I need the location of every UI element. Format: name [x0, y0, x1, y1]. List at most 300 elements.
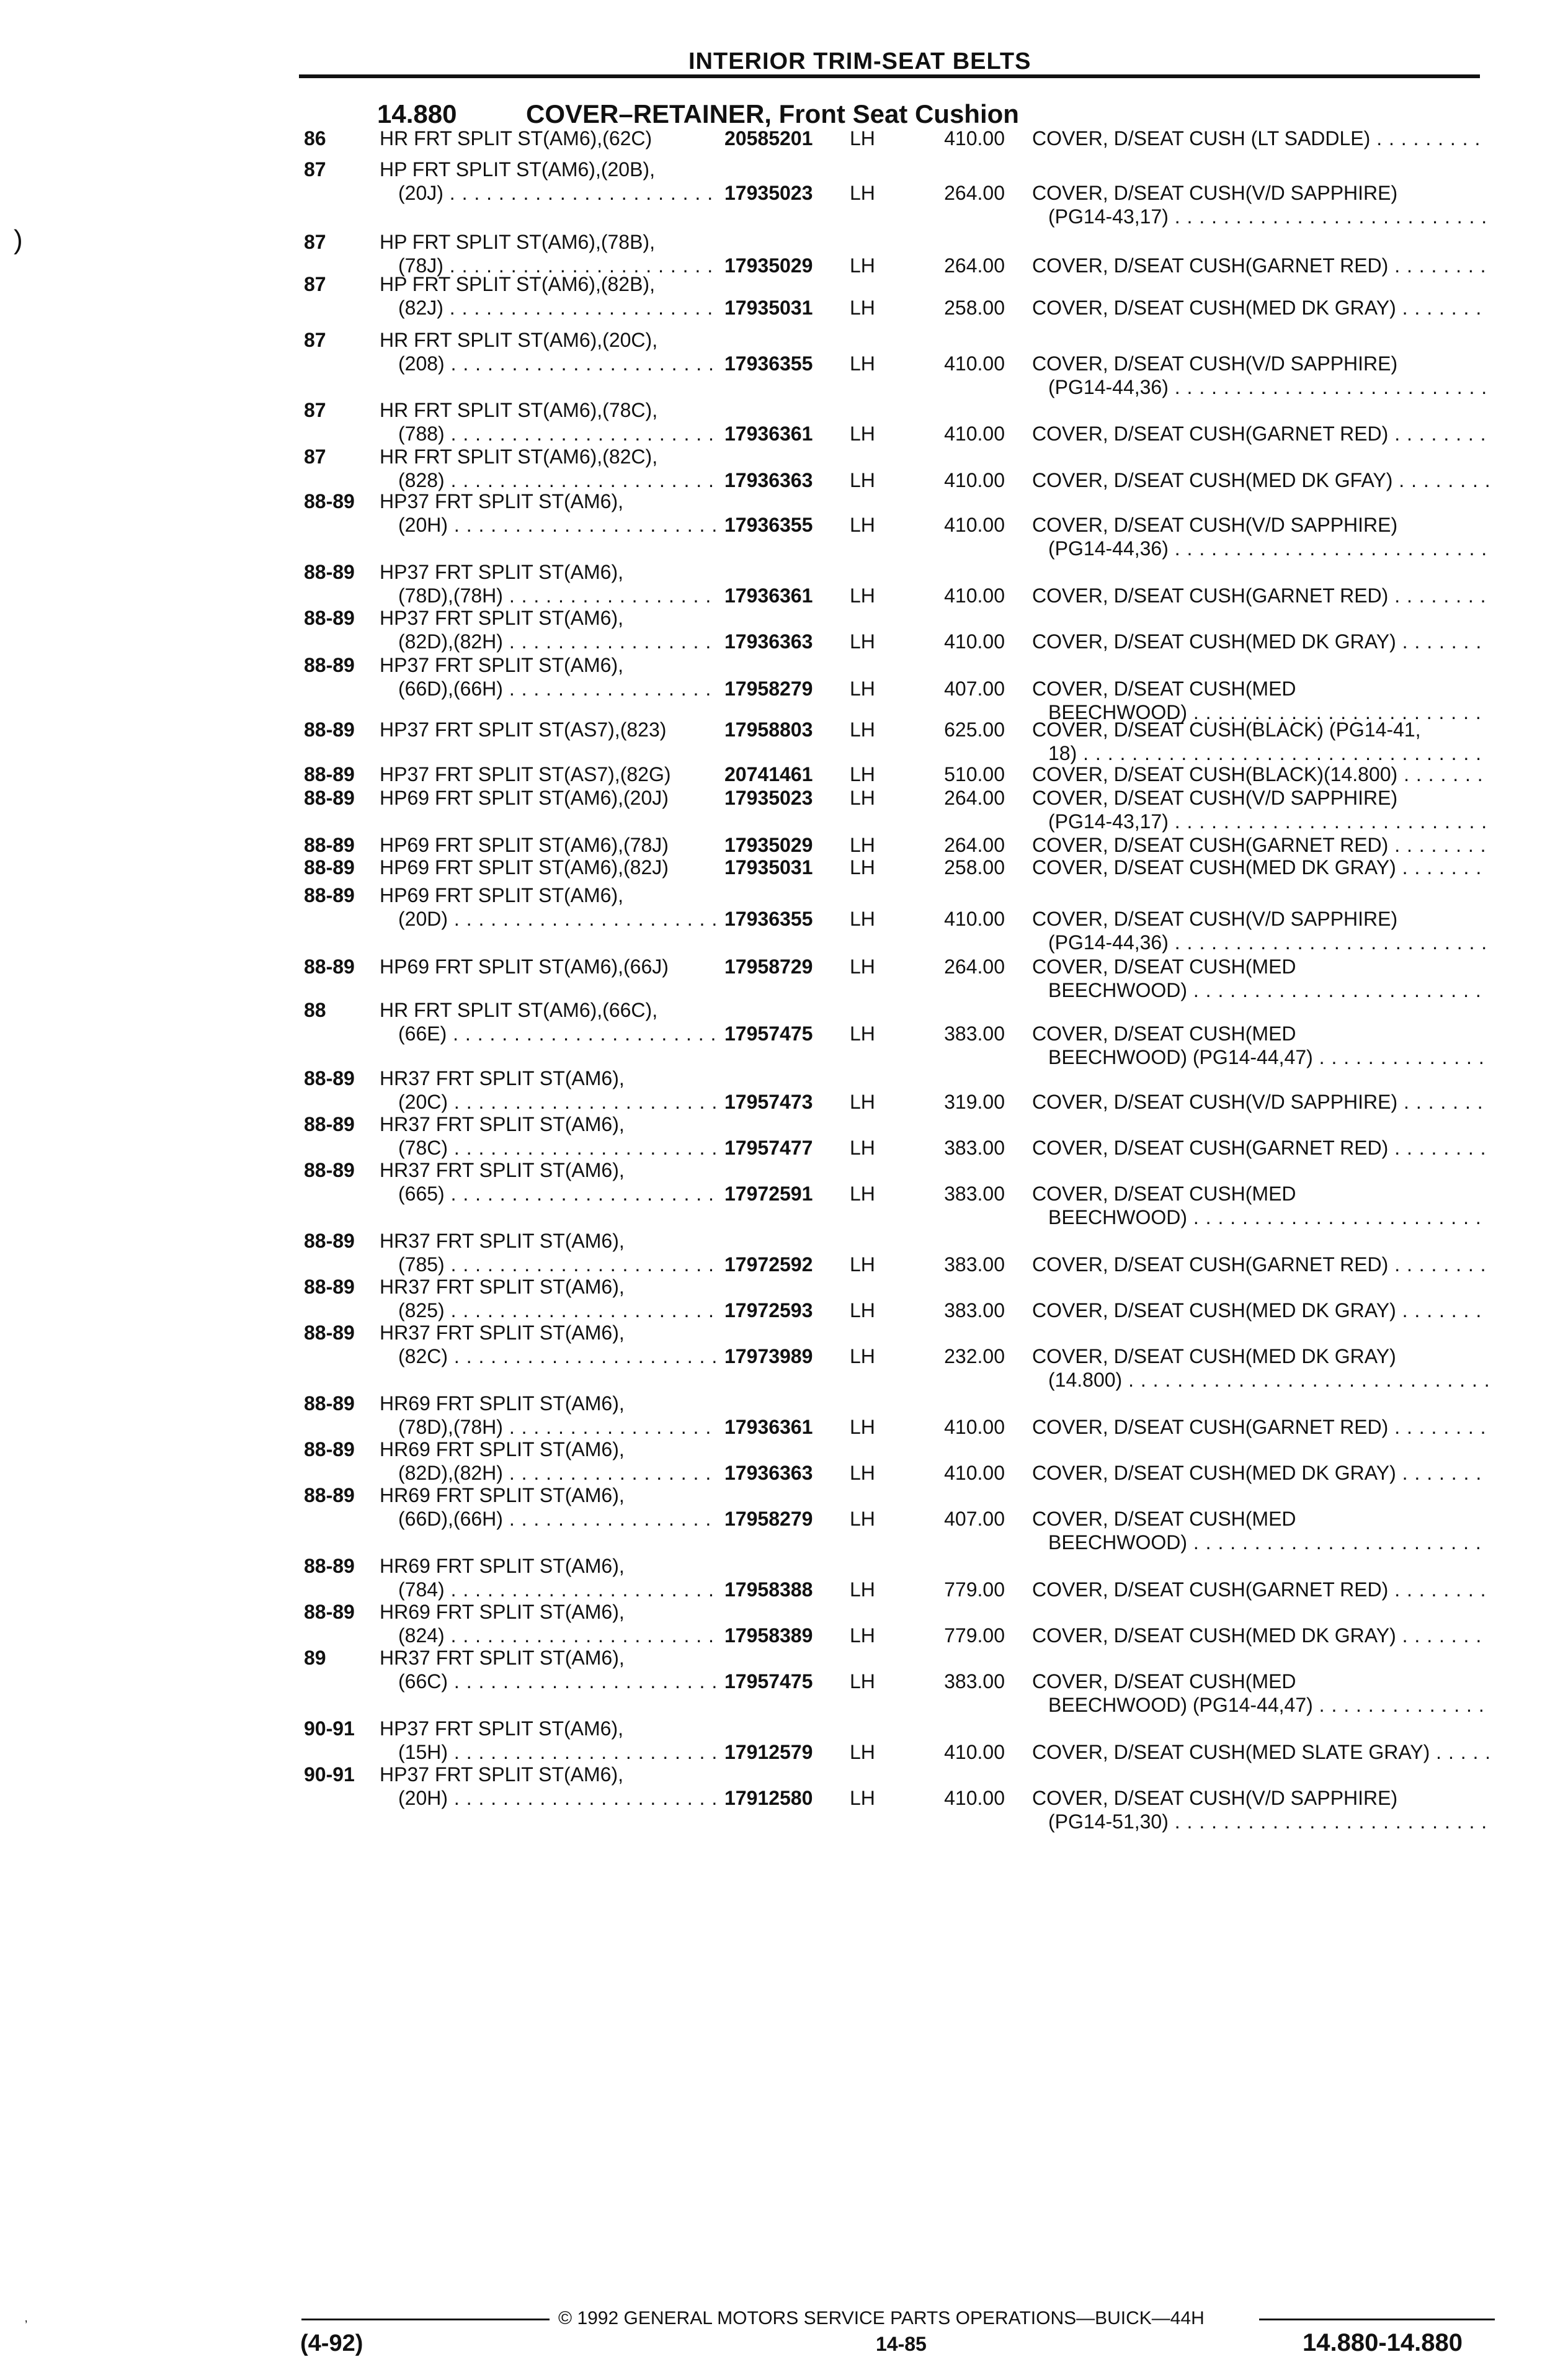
part-number: 17957477	[724, 1137, 813, 1159]
application-description: HP FRT SPLIT ST(AM6),(78B),	[380, 231, 655, 253]
part-number: 17958389	[724, 1624, 813, 1647]
part-number: 17972591	[724, 1183, 813, 1205]
footer-rule-left	[301, 2319, 550, 2320]
list-price: 383.00	[944, 1299, 1005, 1322]
part-number: 17936363	[724, 630, 813, 653]
model-year: 88-89	[304, 1484, 355, 1506]
model-year: 87	[304, 329, 326, 351]
application-code: (784) . . .	[398, 1578, 716, 1601]
entry-line	[0, 1322, 1568, 1345]
list-price: 232.00	[944, 1345, 1005, 1367]
part-number: 17936361	[724, 584, 813, 607]
entry-line	[0, 931, 1568, 955]
cover-description-cont: BEECHWOOD) . . .	[1048, 1206, 1489, 1229]
entry-line	[0, 205, 1568, 229]
cover-description: COVER, D/SEAT CUSH(MED DK GRAY)	[1032, 1345, 1396, 1367]
entry-line	[0, 376, 1568, 400]
part-number: 17936363	[724, 1462, 813, 1484]
cover-description-cont: (14.800) . . .	[1048, 1369, 1489, 1392]
side-code: LH	[850, 1741, 875, 1763]
part-number: 17936361	[724, 423, 813, 445]
cover-description: COVER, D/SEAT CUSH(MED DK GRAY) . . .	[1032, 856, 1489, 879]
entry-line	[0, 445, 1568, 469]
part-number: 17936363	[724, 469, 813, 491]
side-code: LH	[850, 834, 875, 856]
cover-description-cont: BEECHWOOD) (PG14-44,47) . . .	[1048, 1046, 1489, 1069]
entry-line	[0, 182, 1568, 205]
part-number: 17935023	[724, 182, 813, 204]
entry-line	[0, 1206, 1568, 1230]
cover-description: COVER, D/SEAT CUSH(V/D SAPPHIRE) . . .	[1032, 1091, 1489, 1114]
application-description: HR37 FRT SPLIT ST(AM6),	[380, 1322, 625, 1344]
application-description: HR FRT SPLIT ST(AM6),(20C),	[380, 329, 658, 351]
application-description: HR69 FRT SPLIT ST(AM6),	[380, 1555, 625, 1577]
entry-line	[0, 1345, 1568, 1369]
model-year: 88-89	[304, 1601, 355, 1623]
part-number: 17972592	[724, 1253, 813, 1276]
entry-line	[0, 856, 1568, 880]
part-number: 17958729	[724, 955, 813, 978]
model-year: 89	[304, 1647, 326, 1669]
model-year: 88-89	[304, 718, 355, 741]
list-price: 264.00	[944, 254, 1005, 277]
model-year: 88-89	[304, 561, 355, 583]
entry-line	[0, 1183, 1568, 1206]
entry-line	[0, 1113, 1568, 1137]
application-description: HR69 FRT SPLIT ST(AM6),	[380, 1392, 625, 1415]
part-number: 17935029	[724, 834, 813, 856]
application-description: HR69 FRT SPLIT ST(AM6),	[380, 1438, 625, 1460]
page-title: INTERIOR TRIM-SEAT BELTS	[688, 48, 1031, 74]
entry-line	[0, 1531, 1568, 1555]
cover-description-cont: (PG14-43,17) . . .	[1048, 810, 1489, 833]
entry-line	[0, 834, 1568, 857]
model-year: 87	[304, 273, 326, 295]
list-price: 383.00	[944, 1137, 1005, 1159]
application-code: (78J) . . .	[398, 254, 716, 277]
cover-description: COVER, D/SEAT CUSH(GARNET RED) . . .	[1032, 1137, 1489, 1160]
application-code: (20D) . . .	[398, 908, 716, 931]
application-code: (785) . . .	[398, 1253, 716, 1276]
application-description: HR69 FRT SPLIT ST(AM6),	[380, 1484, 625, 1506]
entry-line	[0, 561, 1568, 584]
entry-line	[0, 1438, 1568, 1462]
side-code: LH	[850, 856, 875, 879]
model-year: 88-89	[304, 884, 355, 906]
part-number: 17912580	[724, 1787, 813, 1809]
model-year: 88-89	[304, 763, 355, 785]
model-year: 88-89	[304, 955, 355, 978]
model-year: 87	[304, 399, 326, 421]
application-description: HP37 FRT SPLIT ST(AM6),	[380, 490, 623, 512]
cover-description: COVER, D/SEAT CUSH(BLACK) (PG14-41,	[1032, 718, 1421, 741]
application-code: (20C) . . .	[398, 1091, 716, 1114]
entry-line	[0, 537, 1568, 561]
stray-mark: ʼ	[25, 2319, 28, 2333]
part-number: 17936355	[724, 908, 813, 930]
model-year: 88-89	[304, 490, 355, 512]
cover-description: COVER, D/SEAT CUSH(MED	[1032, 1508, 1296, 1530]
entry-line	[0, 1369, 1568, 1392]
cover-description-cont: (PG14-44,36) . . .	[1048, 537, 1489, 560]
side-code: LH	[850, 1183, 875, 1205]
list-price: 410.00	[944, 584, 1005, 607]
side-code: LH	[850, 352, 875, 375]
application-description: HP69 FRT SPLIT ST(AM6),(78J)	[380, 834, 669, 856]
application-description: HR37 FRT SPLIT ST(AM6),	[380, 1113, 625, 1135]
application-description: HP FRT SPLIT ST(AM6),(82B),	[380, 273, 655, 295]
model-year: 90-91	[304, 1717, 355, 1740]
application-code: (66E) . . .	[398, 1022, 716, 1045]
application-description: HP69 FRT SPLIT ST(AM6),(82J)	[380, 856, 669, 879]
entry-line	[0, 1624, 1568, 1648]
application-description: HP69 FRT SPLIT ST(AM6),(20J)	[380, 787, 669, 809]
side-code: LH	[850, 254, 875, 277]
entry-line	[0, 1462, 1568, 1485]
part-number: 17958388	[724, 1578, 813, 1601]
cover-description: COVER, D/SEAT CUSH(MED	[1032, 1670, 1296, 1693]
list-price: 410.00	[944, 630, 1005, 653]
application-description: HP37 FRT SPLIT ST(AM6),	[380, 607, 623, 629]
cover-description-cont: BEECHWOOD) . . .	[1048, 1531, 1489, 1554]
application-description: HR37 FRT SPLIT ST(AM6),	[380, 1067, 625, 1089]
part-number: 17972593	[724, 1299, 813, 1322]
entry-line	[0, 1717, 1568, 1741]
entry-line	[0, 630, 1568, 654]
part-number: 17935031	[724, 856, 813, 879]
cover-description-cont: BEECHWOOD) . . .	[1048, 979, 1489, 1002]
part-number: 17936355	[724, 514, 813, 536]
entry-line	[0, 1647, 1568, 1670]
model-year: 90-91	[304, 1763, 355, 1786]
application-code: (208) . . .	[398, 352, 716, 375]
entry-line	[0, 1578, 1568, 1602]
cover-description-cont: 18) . . .	[1048, 742, 1489, 765]
footer-date: (4-92)	[300, 2330, 363, 2356]
cover-description-cont: BEECHWOOD) (PG14-44,47) . . .	[1048, 1694, 1489, 1717]
entry-line	[0, 1810, 1568, 1834]
entry-line	[0, 763, 1568, 787]
model-year: 87	[304, 158, 326, 181]
entry-line	[0, 1694, 1568, 1717]
application-description: HR37 FRT SPLIT ST(AM6),	[380, 1647, 625, 1669]
cover-description: COVER, D/SEAT CUSH(V/D SAPPHIRE)	[1032, 182, 1398, 204]
list-price: 258.00	[944, 297, 1005, 319]
model-year: 88-89	[304, 654, 355, 676]
list-price: 383.00	[944, 1183, 1005, 1205]
list-price: 410.00	[944, 1462, 1005, 1484]
entry-line	[0, 1253, 1568, 1277]
side-code: LH	[850, 1787, 875, 1809]
side-code: LH	[850, 514, 875, 536]
model-year: 87	[304, 445, 326, 468]
entry-line	[0, 514, 1568, 537]
cover-description-cont: (PG14-44,36) . . .	[1048, 931, 1489, 954]
list-price: 410.00	[944, 514, 1005, 536]
part-number: 20585201	[724, 127, 813, 150]
model-year: 88-89	[304, 856, 355, 879]
list-price: 410.00	[944, 908, 1005, 930]
model-year: 86	[304, 127, 326, 150]
list-price: 383.00	[944, 1022, 1005, 1045]
application-code: (665) . . .	[398, 1183, 716, 1205]
side-code: LH	[850, 1345, 875, 1367]
application-description: HP69 FRT SPLIT ST(AM6),(66J)	[380, 955, 669, 978]
cover-description: COVER, D/SEAT CUSH(MED	[1032, 1022, 1296, 1045]
list-price: 779.00	[944, 1624, 1005, 1647]
side-code: LH	[850, 1578, 875, 1601]
entry-line	[0, 1601, 1568, 1624]
model-year: 88-89	[304, 1159, 355, 1181]
model-year: 88-89	[304, 1555, 355, 1577]
section-title: COVER–RETAINER, Front Seat Cushion	[526, 99, 1019, 128]
entry-line	[0, 1555, 1568, 1578]
list-price: 407.00	[944, 1508, 1005, 1530]
cover-description-cont: (PG14-51,30) . . .	[1048, 1810, 1489, 1833]
application-description: HP37 FRT SPLIT ST(AS7),(823)	[380, 718, 667, 741]
list-price: 410.00	[944, 127, 1005, 150]
entry-line	[0, 787, 1568, 810]
cover-description-cont: BEECHWOOD) . . .	[1048, 701, 1489, 724]
side-code: LH	[850, 1670, 875, 1693]
part-number: 17957475	[724, 1022, 813, 1045]
cover-description: COVER, D/SEAT CUSH(GARNET RED) . . .	[1032, 834, 1489, 857]
footer-copyright: © 1992 GENERAL MOTORS SERVICE PARTS OPERATIONS—BUICK—44H	[558, 2308, 1205, 2328]
application-description: HR FRT SPLIT ST(AM6),(82C),	[380, 445, 658, 468]
list-price: 264.00	[944, 955, 1005, 978]
list-price: 410.00	[944, 352, 1005, 375]
entry-line	[0, 955, 1568, 979]
application-description: HP37 FRT SPLIT ST(AM6),	[380, 1717, 623, 1740]
entry-line	[0, 884, 1568, 908]
cover-description: COVER, D/SEAT CUSH(GARNET RED) . . .	[1032, 584, 1489, 607]
cover-description: COVER, D/SEAT CUSH(GARNET RED) . . .	[1032, 1253, 1489, 1276]
list-price: 625.00	[944, 718, 1005, 741]
application-description: HR37 FRT SPLIT ST(AM6),	[380, 1159, 625, 1181]
cover-description: COVER, D/SEAT CUSH(GARNET RED) . . .	[1032, 1578, 1489, 1601]
part-number: 20741461	[724, 763, 813, 785]
list-price: 410.00	[944, 1787, 1005, 1809]
side-code: LH	[850, 678, 875, 700]
entry-line	[0, 908, 1568, 931]
side-code: LH	[850, 297, 875, 319]
side-code: LH	[850, 182, 875, 204]
side-code: LH	[850, 1624, 875, 1647]
part-number: 17936355	[724, 352, 813, 375]
application-code: (20H) . . .	[398, 514, 716, 537]
entry-line	[0, 1137, 1568, 1160]
model-year: 88-89	[304, 1067, 355, 1089]
application-description: HR FRT SPLIT ST(AM6),(66C),	[380, 999, 658, 1021]
list-price: 258.00	[944, 856, 1005, 879]
entry-line	[0, 1299, 1568, 1323]
list-price: 264.00	[944, 834, 1005, 856]
entry-line	[0, 742, 1568, 766]
side-code: LH	[850, 1508, 875, 1530]
side-code: LH	[850, 718, 875, 741]
cover-description: COVER, D/SEAT CUSH(MED SLATE GRAY) . . .	[1032, 1741, 1489, 1764]
model-year: 88-89	[304, 834, 355, 856]
list-price: 410.00	[944, 1741, 1005, 1763]
entry-line	[0, 1416, 1568, 1439]
entry-line	[0, 469, 1568, 493]
side-code: LH	[850, 1253, 875, 1276]
entry-line	[0, 999, 1568, 1022]
application-code: (82D),(82H) . . .	[398, 630, 716, 653]
entry-line	[0, 490, 1568, 514]
margin-mark: )	[14, 225, 23, 255]
section-number: 14.880	[377, 99, 457, 128]
application-description: HR37 FRT SPLIT ST(AM6),	[380, 1276, 625, 1298]
entry-line	[0, 231, 1568, 254]
cover-description: COVER, D/SEAT CUSH(V/D SAPPHIRE)	[1032, 787, 1398, 809]
entry-line	[0, 1159, 1568, 1183]
part-number: 17957475	[724, 1670, 813, 1693]
part-number: 17973989	[724, 1345, 813, 1367]
list-price: 383.00	[944, 1670, 1005, 1693]
list-price: 410.00	[944, 469, 1005, 491]
cover-description: COVER, D/SEAT CUSH(MED DK GRAY) . . .	[1032, 297, 1489, 320]
entry-line	[0, 1484, 1568, 1508]
application-code: (66D),(66H) . . .	[398, 678, 716, 700]
application-code: (82D),(82H) . . .	[398, 1462, 716, 1485]
entry-line	[0, 158, 1568, 182]
cover-description-cont: (PG14-44,36) . . .	[1048, 376, 1489, 399]
application-description: HR FRT SPLIT ST(AM6),(62C)	[380, 127, 653, 150]
entry-line	[0, 654, 1568, 678]
list-price: 264.00	[944, 787, 1005, 809]
side-code: LH	[850, 423, 875, 445]
application-code: (20J) . . .	[398, 182, 716, 205]
application-code: (78D),(78H) . . .	[398, 1416, 716, 1439]
side-code: LH	[850, 955, 875, 978]
part-number: 17958279	[724, 1508, 813, 1530]
application-description: HP37 FRT SPLIT ST(AM6),	[380, 654, 623, 676]
model-year: 88	[304, 999, 326, 1021]
entry-line	[0, 584, 1568, 608]
side-code: LH	[850, 1462, 875, 1484]
cover-description: COVER, D/SEAT CUSH(V/D SAPPHIRE)	[1032, 908, 1398, 930]
part-number: 17958803	[724, 718, 813, 741]
model-year: 88-89	[304, 1113, 355, 1135]
cover-description: COVER, D/SEAT CUSH(MED DK GRAY) . . .	[1032, 1624, 1489, 1647]
entry-line	[0, 810, 1568, 834]
entry-line	[0, 329, 1568, 352]
entry-line	[0, 607, 1568, 630]
model-year: 88-89	[304, 787, 355, 809]
list-price: 264.00	[944, 182, 1005, 204]
cover-description: COVER, D/SEAT CUSH(MED	[1032, 678, 1296, 700]
application-code: (78D),(78H) . . .	[398, 584, 716, 607]
side-code: LH	[850, 469, 875, 491]
cover-description-cont: (PG14-43,17) . . .	[1048, 205, 1489, 228]
entry-line	[0, 1067, 1568, 1091]
model-year: 88-89	[304, 1230, 355, 1252]
footer-section-range: 14.880-14.880	[1303, 2329, 1463, 2356]
part-number: 17958279	[724, 678, 813, 700]
list-price: 410.00	[944, 1416, 1005, 1438]
application-code: (828) . . .	[398, 469, 716, 492]
application-code: (66D),(66H) . . .	[398, 1508, 716, 1531]
side-code: LH	[850, 127, 875, 150]
cover-description: COVER, D/SEAT CUSH(BLACK)(14.800) . . .	[1032, 763, 1489, 786]
entry-line	[0, 423, 1568, 446]
list-price: 779.00	[944, 1578, 1005, 1601]
list-price: 319.00	[944, 1091, 1005, 1113]
application-code: (78C) . . .	[398, 1137, 716, 1160]
application-description: HP69 FRT SPLIT ST(AM6),	[380, 884, 623, 906]
cover-description: COVER, D/SEAT CUSH(MED DK GRAY) . . .	[1032, 1299, 1489, 1322]
cover-description: COVER, D/SEAT CUSH(V/D SAPPHIRE)	[1032, 514, 1398, 536]
entry-line	[0, 1022, 1568, 1046]
cover-description: COVER, D/SEAT CUSH(MED DK GRAY) . . .	[1032, 1462, 1489, 1485]
side-code: LH	[850, 1091, 875, 1113]
entry-line	[0, 273, 1568, 297]
cover-description: COVER, D/SEAT CUSH(MED	[1032, 955, 1296, 978]
cover-description: COVER, D/SEAT CUSH(MED DK GFAY) . . .	[1032, 469, 1489, 492]
part-number: 17957473	[724, 1091, 813, 1113]
cover-description: COVER, D/SEAT CUSH(V/D SAPPHIRE)	[1032, 352, 1398, 375]
model-year: 88-89	[304, 1322, 355, 1344]
side-code: LH	[850, 630, 875, 653]
part-number: 17935031	[724, 297, 813, 319]
application-description: HP37 FRT SPLIT ST(AS7),(82G)	[380, 763, 671, 785]
entry-line	[0, 718, 1568, 742]
entry-line	[0, 678, 1568, 701]
entry-line	[0, 1670, 1568, 1694]
entry-line	[0, 297, 1568, 320]
application-description: HR FRT SPLIT ST(AM6),(78C),	[380, 399, 658, 421]
entry-line	[0, 127, 1568, 151]
side-code: LH	[850, 1416, 875, 1438]
application-code: (788) . . .	[398, 423, 716, 445]
side-code: LH	[850, 763, 875, 785]
application-description: HP37 FRT SPLIT ST(AM6),	[380, 1763, 623, 1786]
list-price: 407.00	[944, 678, 1005, 700]
application-code: (66C) . . .	[398, 1670, 716, 1693]
entry-line	[0, 1091, 1568, 1114]
entry-line	[0, 1508, 1568, 1531]
side-code: LH	[850, 1137, 875, 1159]
application-code: (82C) . . .	[398, 1345, 716, 1368]
side-code: LH	[850, 787, 875, 809]
entry-line	[0, 1276, 1568, 1299]
part-number: 17936361	[724, 1416, 813, 1438]
entry-line	[0, 1046, 1568, 1070]
cover-description: COVER, D/SEAT CUSH (LT SADDLE) . . .	[1032, 127, 1489, 150]
part-number: 17912579	[724, 1741, 813, 1763]
model-year: 87	[304, 231, 326, 253]
application-description: HP37 FRT SPLIT ST(AM6),	[380, 561, 623, 583]
application-code: (824) . . .	[398, 1624, 716, 1647]
application-description: HR69 FRT SPLIT ST(AM6),	[380, 1601, 625, 1623]
entry-line	[0, 352, 1568, 376]
entry-line	[0, 1741, 1568, 1764]
application-code: (20H) . . .	[398, 1787, 716, 1810]
model-year: 88-89	[304, 607, 355, 629]
footer-page-number: 14-85	[876, 2333, 927, 2355]
cover-description: COVER, D/SEAT CUSH(GARNET RED) . . .	[1032, 423, 1489, 445]
footer-rule-right	[1259, 2319, 1495, 2320]
application-description: HP FRT SPLIT ST(AM6),(20B),	[380, 158, 655, 181]
list-price: 510.00	[944, 763, 1005, 785]
side-code: LH	[850, 1022, 875, 1045]
list-price: 383.00	[944, 1253, 1005, 1276]
part-number: 17935029	[724, 254, 813, 277]
model-year: 88-89	[304, 1276, 355, 1298]
entry-line	[0, 1787, 1568, 1810]
side-code: LH	[850, 908, 875, 930]
